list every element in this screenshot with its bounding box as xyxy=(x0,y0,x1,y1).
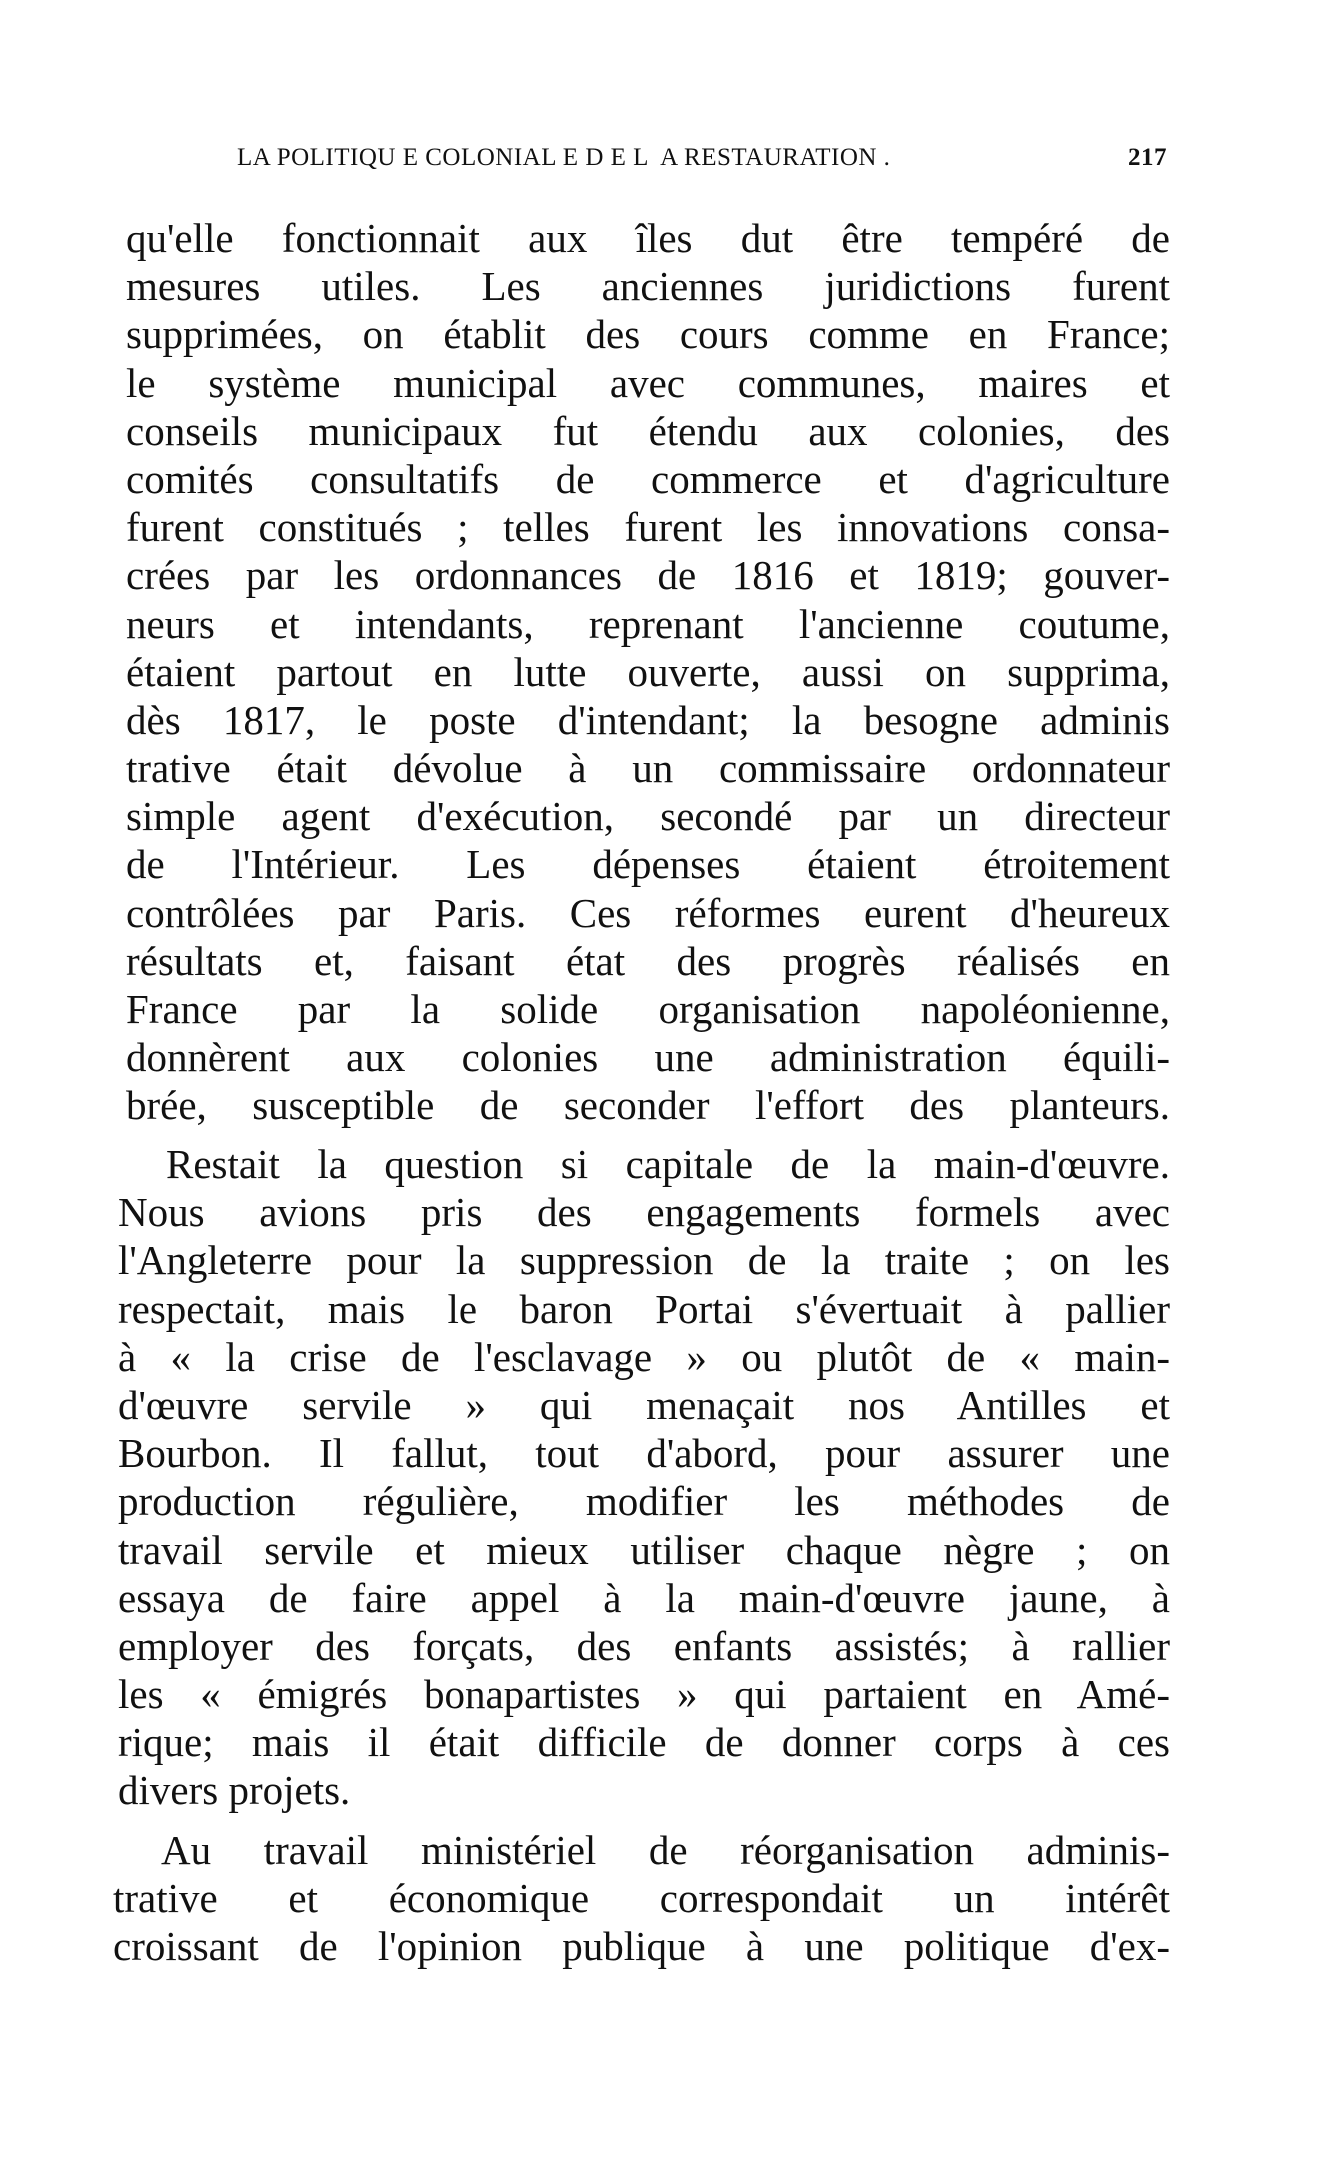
paragraph-3 xyxy=(113,1826,1170,1971)
text-line: crées par les ordonnances de 1816 et 1819; gouver- xyxy=(126,552,1170,599)
text-line: France par la solide organisation napoléonienne, xyxy=(126,986,1170,1032)
text-line: contrôlées par Paris. Ces réformes eurent d'heureux xyxy=(126,889,1170,936)
text-line: croissant de l'opinion publique à une politique d'ex- xyxy=(113,1923,1170,1970)
text-line: Bourbon. Il fallut, tout d'abord, pour assurer une xyxy=(118,1430,1170,1477)
text-line: travail servile et mieux utiliser chaque nègre ; on xyxy=(118,1526,1170,1573)
text-line: le système municipal avec communes, maires et xyxy=(126,359,1170,406)
text-line: employer des forçats, des enfants assistés; à rallier xyxy=(118,1622,1170,1669)
text-line: de l'Intérieur. Les dépenses étaient étroitement xyxy=(126,841,1170,888)
text-line: résultats et, faisant état des progrès réalisés en xyxy=(126,937,1170,984)
text-line: mesures utiles. Les anciennes juridictions furent xyxy=(126,263,1170,310)
text-line: Nous avions pris des engagements formels avec xyxy=(118,1189,1170,1236)
text-line: dès 1817, le poste d'intendant; la besogne adminis xyxy=(126,696,1170,743)
paragraph-1 xyxy=(126,214,1170,1130)
text-line: neurs et intendants, reprenant l'ancienne coutume, xyxy=(126,600,1170,647)
running-head xyxy=(237,144,1167,176)
text-line: à « la crise de l'esclavage » ou plutôt de « main- xyxy=(118,1333,1170,1380)
text-line: l'Angleterre pour la suppression de la traite ; on les xyxy=(118,1237,1170,1284)
running-title: LA POLITIQU E COLONIAL E D E L A RESTAURATION . xyxy=(237,144,891,171)
text-line: donnèrent aux colonies une administration équili- xyxy=(126,1034,1170,1081)
text-line: supprimées, on établit des cours comme en France; xyxy=(126,311,1170,358)
text-line: brée, susceptible de seconder l'effort des planteurs. xyxy=(126,1082,1170,1129)
paragraph-2 xyxy=(118,1140,1170,1815)
text-line: respectait, mais le baron Portai s'évertuait à pallier xyxy=(118,1285,1170,1332)
text-line: trative était dévolue à un commissaire ordonnateur xyxy=(126,745,1170,792)
text-line: Au travail ministériel de réorganisation adminis- xyxy=(161,1827,1170,1873)
text-line: trative et économique correspondait un intérêt xyxy=(113,1875,1170,1922)
text-line: essaya de faire appel à la main-d'œuvre jaune, à xyxy=(118,1574,1170,1621)
text-line: production régulière, modifier les méthodes de xyxy=(118,1478,1170,1525)
text-line: simple agent d'exécution, secondé par un directeur xyxy=(126,793,1170,840)
text-line: furent constitués ; telles furent les innovations consa- xyxy=(126,504,1170,551)
text-line: rique; mais il était difficile de donner corps à ces xyxy=(118,1719,1170,1766)
text-line: étaient partout en lutte ouverte, aussi on supprima, xyxy=(126,648,1170,695)
text-line: Restait la question si capitale de la main-d'œuvre. xyxy=(166,1141,1170,1187)
page-number: 217 xyxy=(1128,144,1167,171)
text-line: conseils municipaux fut étendu aux colonies, des xyxy=(126,407,1170,454)
text-line: les « émigrés bonapartistes » qui partaient en Amé- xyxy=(118,1671,1170,1718)
text-line: divers projets. xyxy=(118,1767,351,1814)
text-line: qu'elle fonctionnait aux îles dut être tempéré de xyxy=(126,215,1170,261)
text-line: d'œuvre servile » qui menaçait nos Antilles et xyxy=(118,1381,1170,1428)
text-line: comités consultatifs de commerce et d'agriculture xyxy=(126,455,1170,502)
